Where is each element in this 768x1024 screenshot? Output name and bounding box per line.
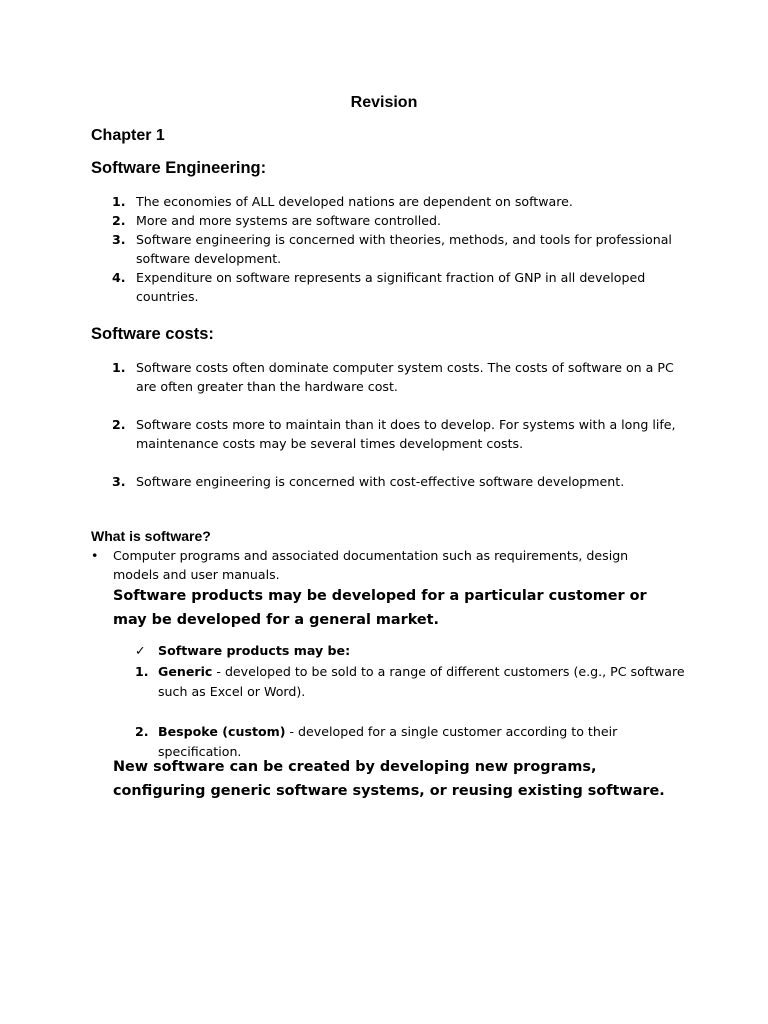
bullet-icon: • [91, 548, 99, 563]
list-item [112, 192, 682, 211]
list-number: 1. [112, 194, 126, 209]
list-item [112, 268, 682, 306]
type-description: - developed to be sold to a range of different customers (e.g., PC software such as Excel or Word). [158, 664, 685, 699]
check-label: Software products may be: [158, 643, 351, 658]
list-item [112, 415, 682, 453]
list-number: 3. [112, 474, 126, 489]
list-number: 1. [135, 664, 149, 679]
list-number: 4. [112, 270, 126, 285]
type-term: Generic [158, 664, 213, 679]
list-text: More and more systems are software controlled. [136, 213, 441, 228]
list-number: 2. [135, 724, 149, 739]
list-text: Software engineering is concerned with theories, methods, and tools for professional software development. [136, 232, 672, 266]
software-engineering-list [112, 192, 682, 306]
list-item [112, 211, 682, 230]
type-term: Bespoke (custom) [158, 724, 286, 739]
list-text: Software engineering is concerned with cost-effective software development. [136, 474, 625, 489]
product-types-list [135, 662, 695, 702]
section-heading-software-engineering: Software Engineering: [91, 159, 267, 177]
list-number: 1. [112, 360, 126, 375]
list-text: The economies of ALL developed nations are dependent on software. [136, 194, 573, 209]
chapter-heading: Chapter 1 [91, 127, 165, 144]
list-number: 3. [112, 232, 126, 247]
section-heading-software-costs: Software costs: [91, 325, 214, 343]
checkmark-icon: ✓ [135, 643, 146, 658]
list-text: Software costs more to maintain than it does to develop. For systems with a long life, maintenance costs may be several times development costs. [136, 417, 676, 451]
products-paragraph: Software products may be developed for a particular customer or may be developed for a general market. [113, 588, 647, 628]
list-text: Software costs often dominate computer system costs. The costs of software on a PC are often greater than the hardware cost. [136, 360, 674, 394]
list-item [112, 472, 682, 491]
check-item [135, 641, 350, 660]
bullet-text: Computer programs and associated documentation such as requirements, design models and user manuals. [113, 548, 629, 582]
page-title: Revision [350, 94, 418, 111]
list-item [135, 662, 695, 702]
list-text: Expenditure on software represents a significant fraction of GNP in all developed countries. [136, 270, 646, 304]
closing-paragraph: New software can be created by developing new programs, configuring generic software systems, or reusing existing software. [113, 759, 665, 799]
bullet-item [91, 546, 671, 584]
list-item [112, 358, 682, 396]
section-heading-what-is-software: What is software? [91, 528, 211, 544]
list-item [112, 230, 682, 268]
software-costs-list [112, 358, 682, 510]
list-number: 2. [112, 417, 126, 432]
type-description: - developed for a single customer according to their specification. [158, 724, 618, 759]
list-number: 2. [112, 213, 126, 228]
